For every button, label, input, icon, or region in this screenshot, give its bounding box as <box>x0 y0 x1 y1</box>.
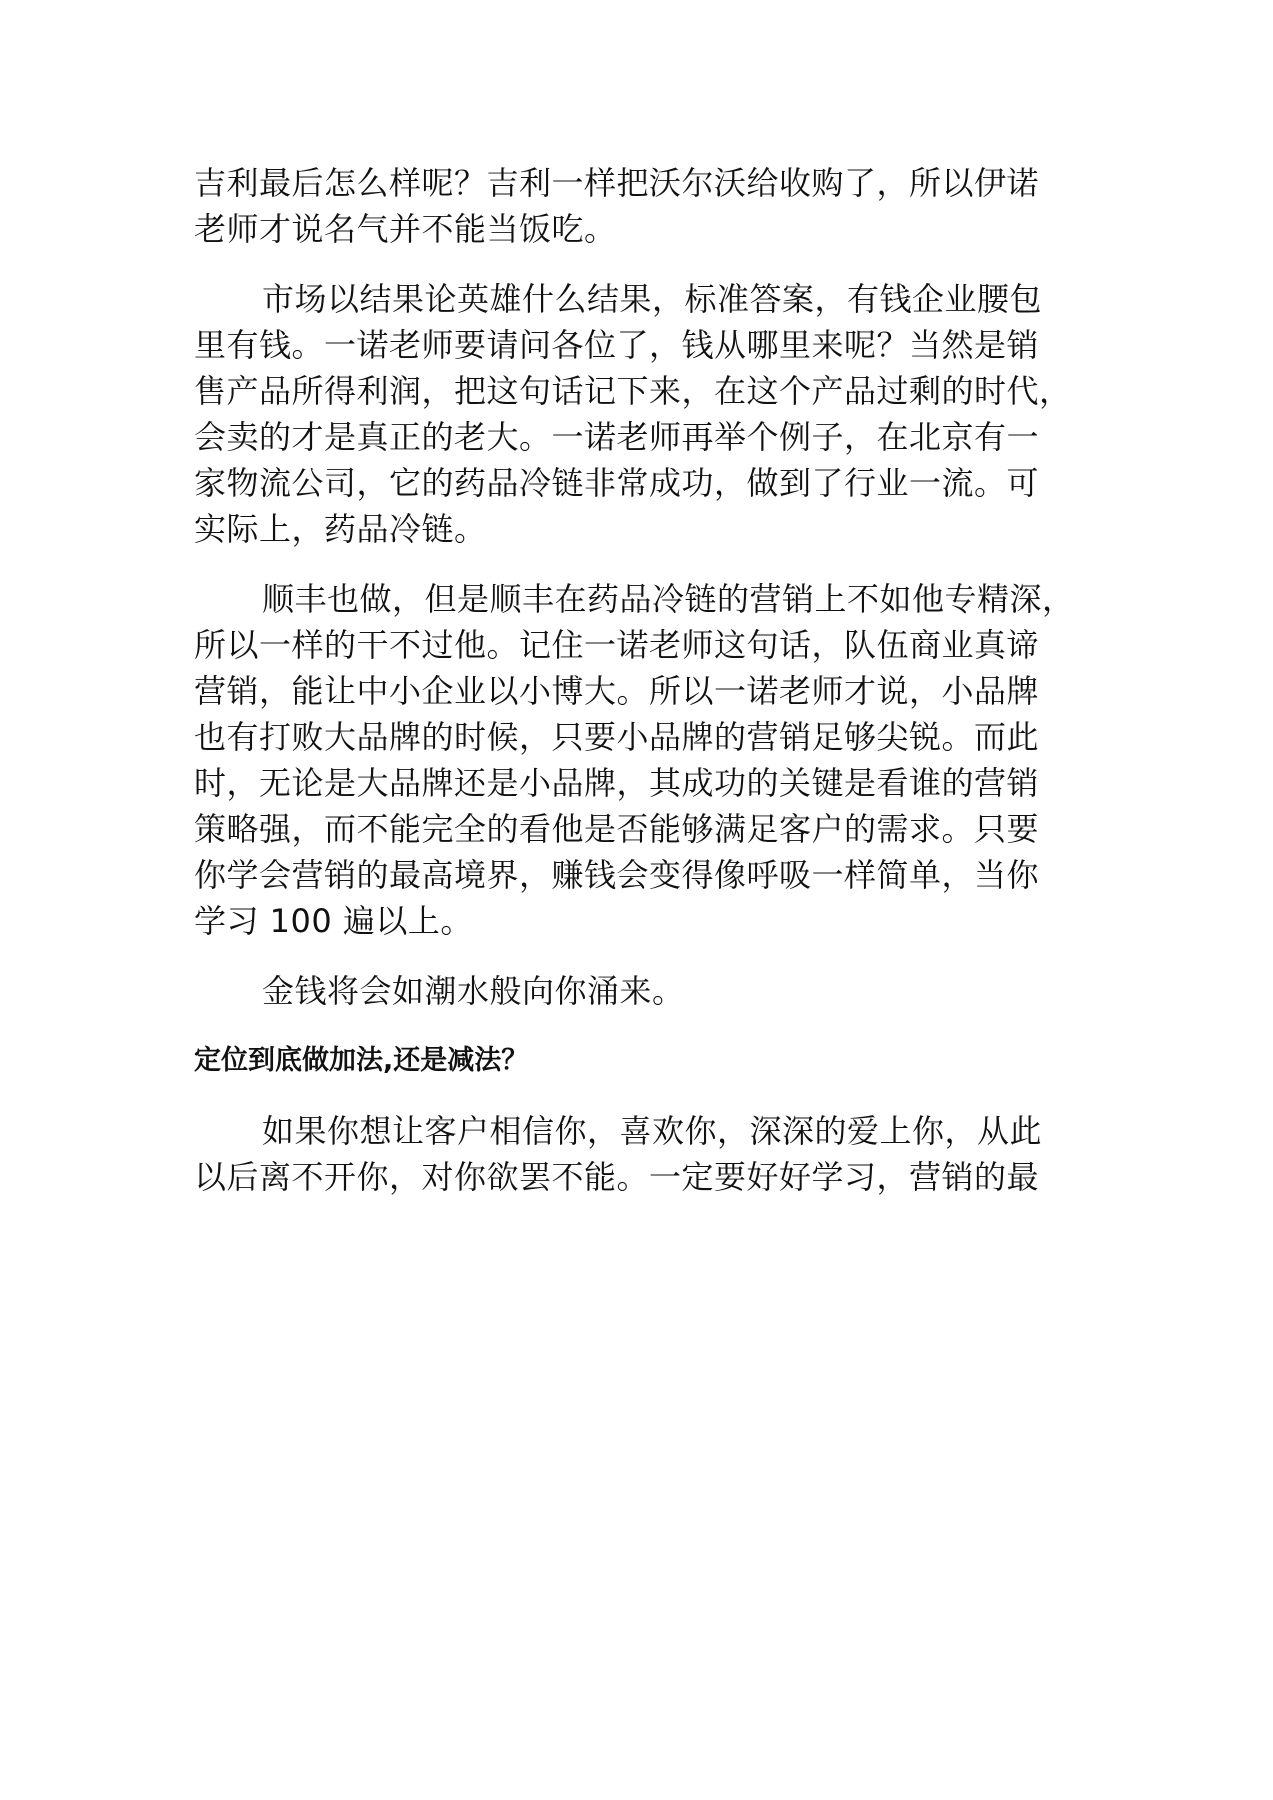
text-line: 顺丰也做，但是顺丰在药品冷链的营销上不如他专精深， <box>262 580 1075 618</box>
paragraph-5 <box>194 1108 1094 1200</box>
text-line: 策略强，而不能完全的看他是否能够满足客户的需求。只要 <box>194 810 1040 848</box>
text-line: 会卖的才是真正的老大。一诺老师再举个例子，在北京有一 <box>194 418 1040 456</box>
text-line: 以后离不开你，对你欲罢不能。一定要好好学习，营销的最 <box>194 1158 1040 1196</box>
text-line: 你学会营销的最高境界，赚钱会变得像呼吸一样简单，当你 <box>194 856 1040 894</box>
text-line: 吉利最后怎么样呢？吉利一样把沃尔沃给收购了，所以伊诺 <box>194 164 1040 202</box>
paragraph-3 <box>194 576 1094 944</box>
text-line: 学习 100 遍以上。 <box>194 902 473 940</box>
section-heading: 定位到底做加法,还是减法？ <box>194 1045 529 1076</box>
text-line: 所以一样的干不过他。记住一诺老师这句话，队伍商业真谛 <box>194 626 1040 664</box>
paragraph-1 <box>194 160 1094 252</box>
text-line: 老师才说名气并不能当饭吃。 <box>194 210 617 248</box>
text-line: 售产品所得利润，把这句话记下来，在这个产品过剩的时代， <box>194 372 1072 410</box>
text-line: 里有钱。一诺老师要请问各位了，钱从哪里来呢？当然是销 <box>194 326 1040 364</box>
paragraph-4 <box>194 968 1094 1014</box>
text-line: 如果你想让客户相信你，喜欢你，深深的爱上你，从此 <box>262 1112 1043 1150</box>
document-page <box>194 160 1094 1200</box>
text-line: 实际上，药品冷链。 <box>194 510 487 548</box>
text-line: 营销，能让中小企业以小博大。所以一诺老师才说，小品牌 <box>194 672 1040 710</box>
paragraph-2 <box>194 276 1094 552</box>
text-line: 市场以结果论英雄什么结果，标准答案，有钱企业腰包 <box>262 280 1043 318</box>
text-line: 时，无论是大品牌还是小品牌，其成功的关键是看谁的营销 <box>194 764 1040 802</box>
text-line: 家物流公司，它的药品冷链非常成功，做到了行业一流。可 <box>194 464 1040 502</box>
text-line: 金钱将会如潮水般向你涌来。 <box>262 972 685 1010</box>
text-line: 也有打败大品牌的时候，只要小品牌的营销足够尖锐。而此 <box>194 718 1040 756</box>
